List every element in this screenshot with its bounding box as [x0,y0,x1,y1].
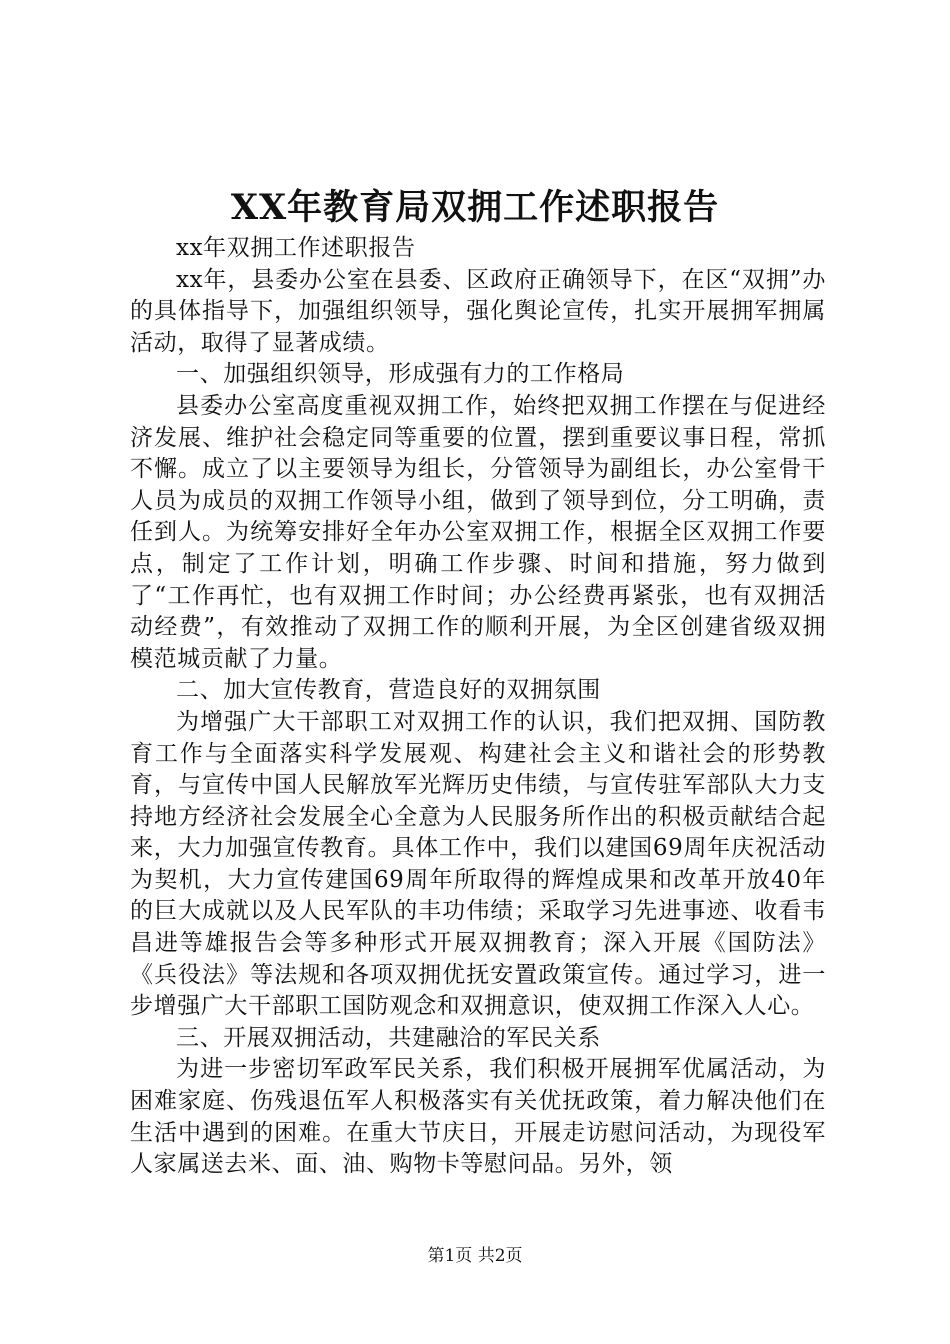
intro-paragraph: xx年，县委办公室在县委、区政府正确领导下，在区“双拥”办的具体指导下，加强组织领导，强化舆论宣传，扎实开展拥军拥属活动，取得了显著成绩。 [130,266,826,356]
page-footer: 第1页 共2页 [427,1246,523,1266]
section-heading-3: 三、开展双拥活动，共建融洽的军民关系 [176,1024,601,1051]
section-paragraph-2: 为增强广大干部职工对双拥工作的认识，我们把双拥、国防教育工作与全面落实科学发展观、构建社会主义和谐社会的形势教育，与宣传中国人民解放军光辉历史伟绩，与宣传驻军部队大力支持地方经济社会发展全心全意为人民服务所作出的积极贡献结合起来，大力加强宣传教育。具体工作中，我们以建国69周年庆祝活动为契机，大力宣传建国69周年所取得的辉煌成果和改革开放40年的巨大成就以及人民军队的丰功伟绩；采取学习先进事迹、收看韦昌进等雄报告会等多种形式开展双拥教育；深入开展《国防法》《兵役法》等法规和各项双拥优抚安置政策宣传。通过学习，进一步增强广大干部职工国防观念和双拥意识，使双拥工作深入人心。 [130,708,826,1020]
report-subtitle: xx年双拥工作述职报告 [176,235,416,261]
section-paragraph-3: 为进一步密切军政军民关系，我们积极开展拥军优属活动，为困难家庭、伤残退伍军人积极落实有关优抚政策，着力解决他们在生活中遇到的困难。在重大节庆日，开展走访慰问活动，为现役军人家属送去米、面、油、购物卡等慰问品。另外，领 [130,1056,826,1178]
section-heading-2: 二、加大宣传教育，营造良好的双拥氛围 [176,677,601,704]
document-title: XX年教育局双拥工作述职报告 [230,187,720,228]
document-body [130,233,826,1181]
section-paragraph-1: 县委办公室高度重视双拥工作，始终把双拥工作摆在与促进经济发展、维护社会稳定同等重要的位置，摆到重要议事日程，常抓不懈。成立了以主要领导为组长，分管领导为副组长，办公室骨干人员为成员的双拥工作领导小组，做到了领导到位，分工明确，责任到人。为统筹安排好全年办公室双拥工作，根据全区双拥工作要点，制定了工作计划，明确工作步骤、时间和措施，努力做到了“工作再忙，也有双拥工作时间；办公经费再紧张，也有双拥活动经费”，有效推动了双拥工作的顺利开展，为全区创建省级双拥模范城贡献了力量。 [130,392,826,672]
section-heading-1: 一、加强组织领导，形成强有力的工作格局 [176,361,625,388]
